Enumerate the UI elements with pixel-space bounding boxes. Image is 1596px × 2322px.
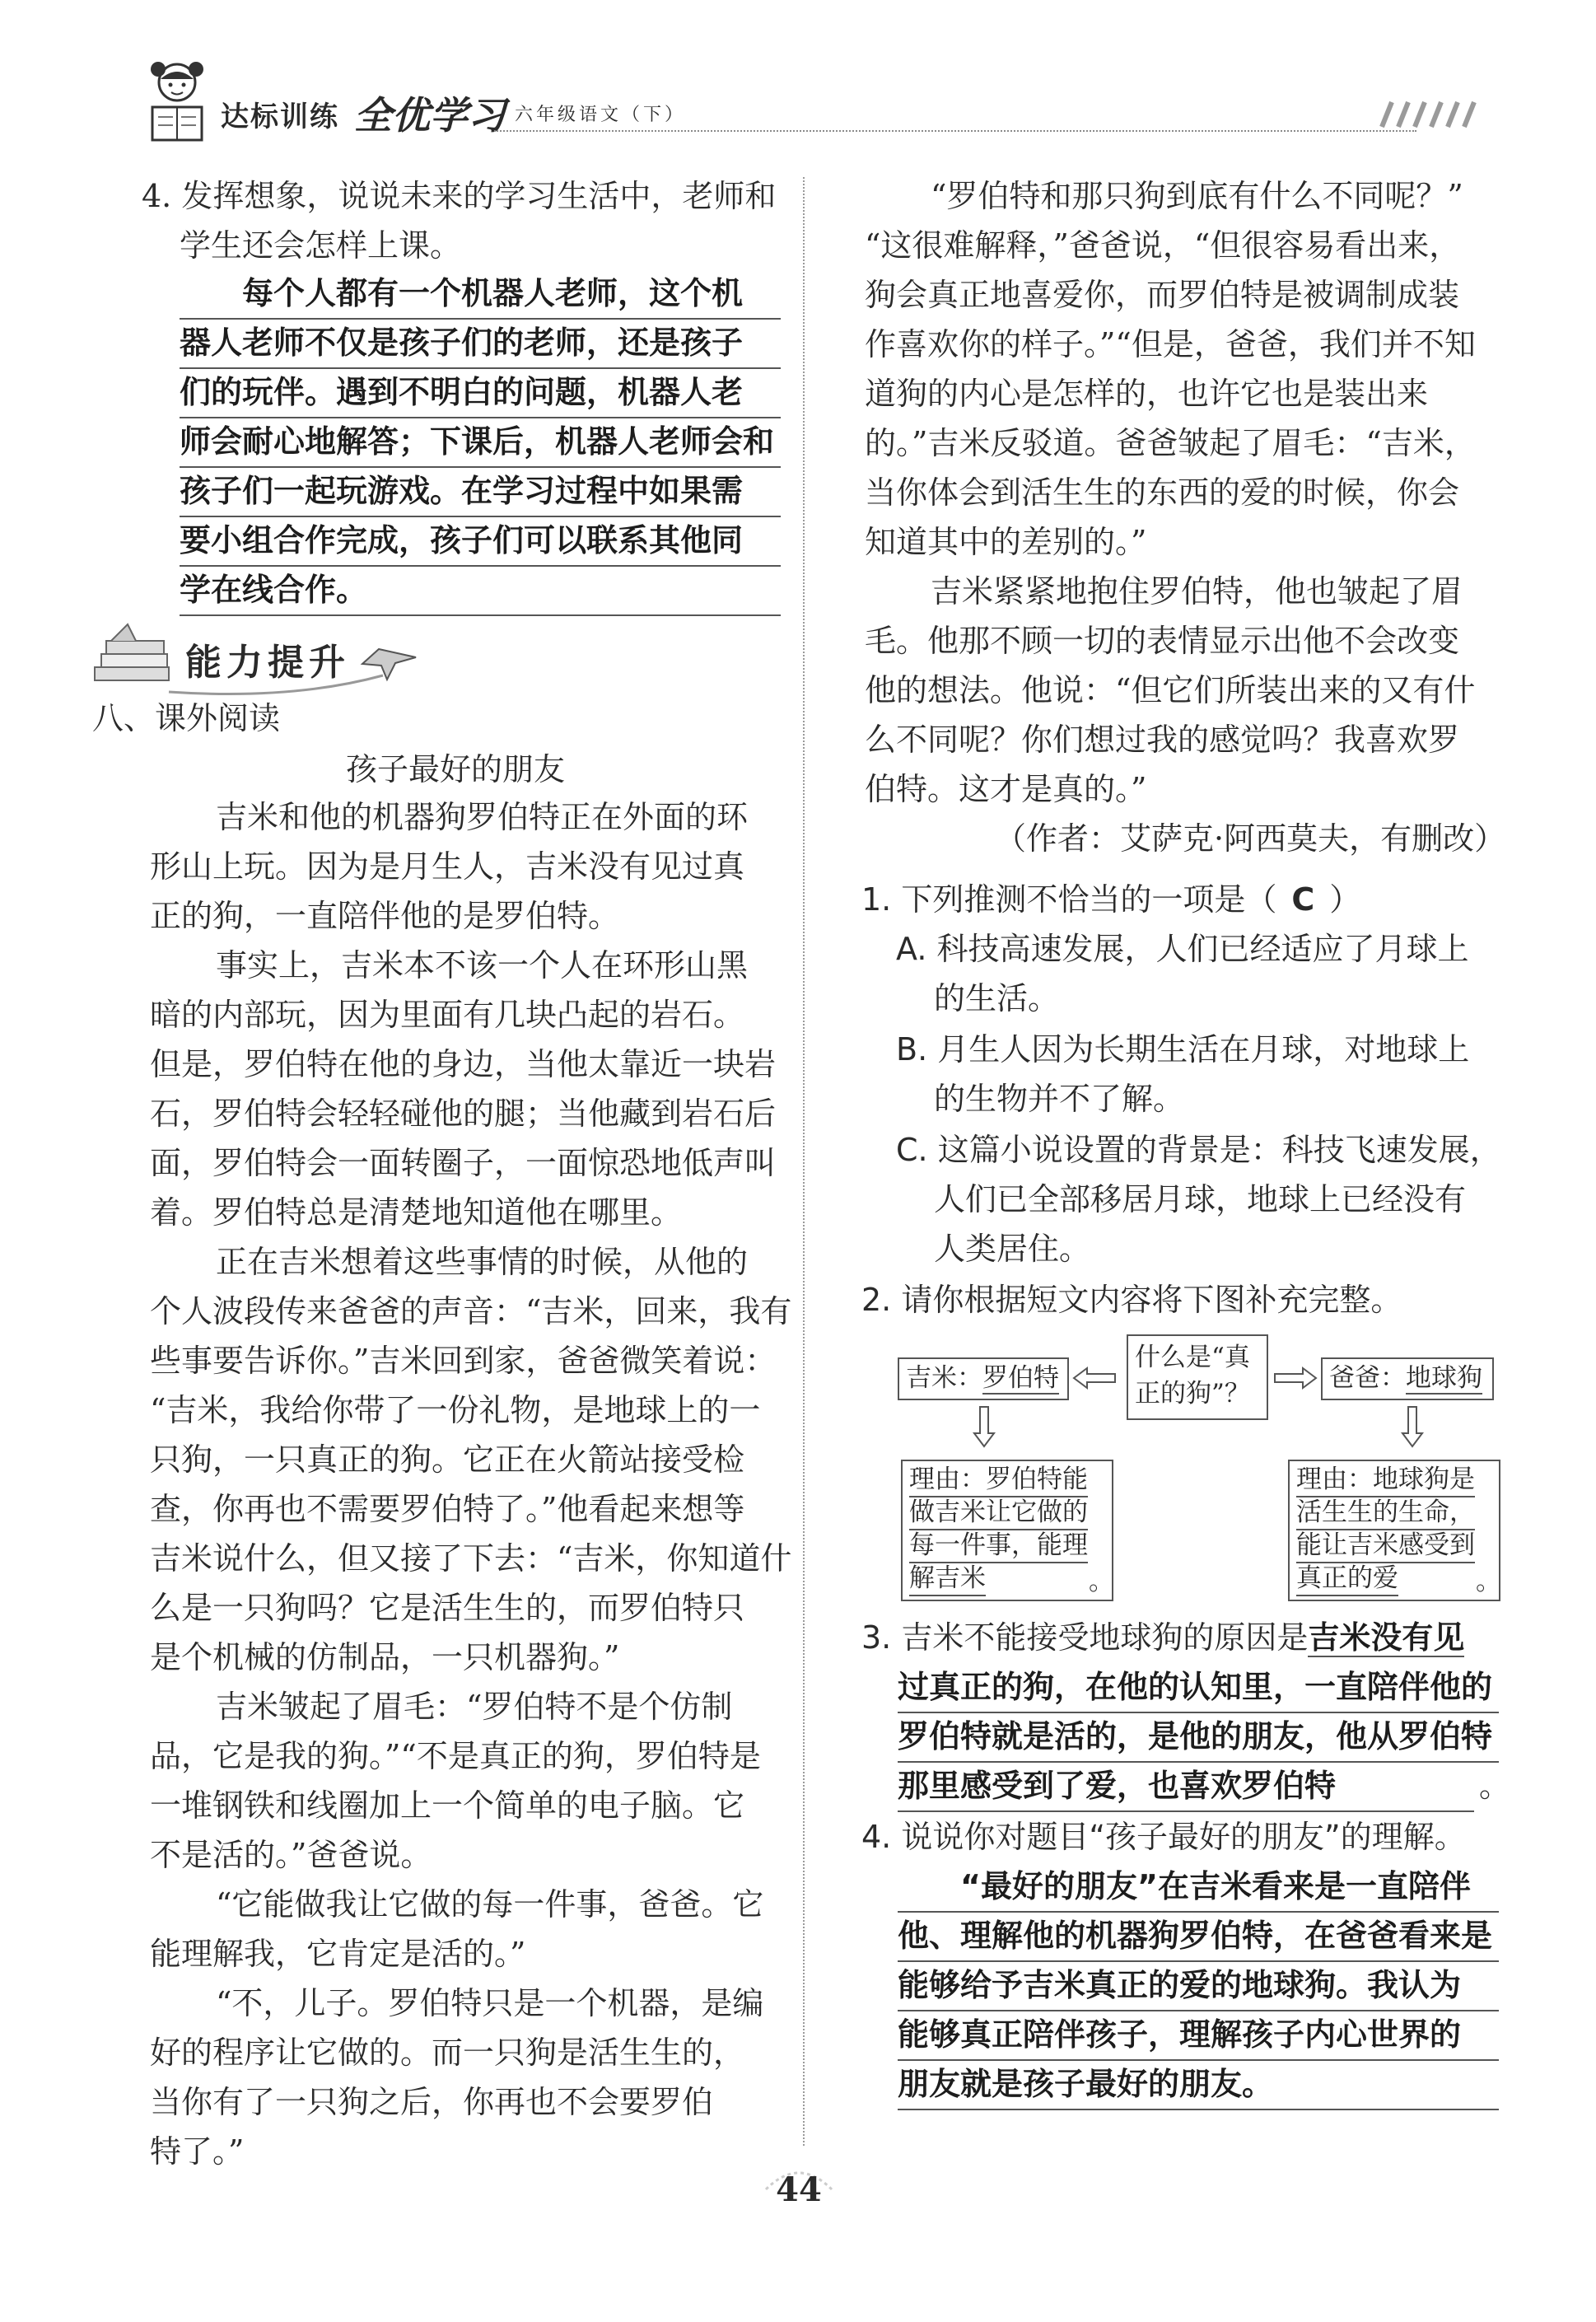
q2-question: 2. 请你根据短文内容将下图补充完整。	[861, 1282, 1402, 1318]
story-line: 么是一只狗吗？它是活生生的，而罗伯特只	[150, 1590, 745, 1626]
story-line: 伯特。这才是真的。”	[865, 771, 1147, 807]
story-line: “罗伯特和那只狗到底有什么不同呢？”	[931, 178, 1463, 214]
q1-option-a-cont: 的生活。	[934, 980, 1060, 1016]
story-line: 特了。”	[150, 2133, 245, 2170]
q3-answer-line: 过真正的狗，在他的认知里，一直陪伴他的	[898, 1662, 1499, 1713]
story-line: 当你有了一只狗之后，你再也不会要罗伯	[150, 2084, 714, 2120]
arrow-right-icon	[1273, 1366, 1318, 1390]
reason-end-mark: 。	[1089, 1567, 1114, 1596]
q4-answer-line: 他、理解他的机器狗罗伯特，在爸爸看来是	[898, 1911, 1499, 1962]
reason-line: 理由：地球狗是	[1296, 1463, 1475, 1497]
section-banner-title: 能力提升	[185, 642, 350, 684]
column-divider	[803, 177, 805, 2146]
story-line: 查，你再也不需要罗伯特了。”他看起来想等	[150, 1491, 745, 1527]
header-dotted-line	[494, 130, 1416, 132]
story-line: 吉米和他的机器狗罗伯特正在外面的环	[216, 799, 749, 835]
answer-line: 学在线合作。	[180, 565, 781, 616]
diagram-right-box	[1321, 1357, 1494, 1400]
q4-question-line: 4. 发挥想象，说说未来的学习生活中，老师和	[142, 178, 777, 214]
story-line: “这很难解释，”爸爸说，“但很容易看出来，	[865, 227, 1461, 264]
answer-line: 器人老师不仅是孩子们的老师，还是孩子	[180, 318, 781, 369]
story-title: 孩子最好的朋友	[346, 751, 566, 787]
story-line: “不，儿子。罗伯特只是一个机器，是编	[216, 1985, 764, 2021]
q3-question	[861, 1613, 1464, 1662]
q1-option-b: B. 月生人因为长期生活在月球，对地球上	[896, 1031, 1470, 1068]
story-line: 着。罗伯特总是清楚地知道他在哪里。	[150, 1194, 683, 1231]
story-line: 是个机械的仿制品，一只机器狗。”	[150, 1639, 620, 1675]
story-line: 正在吉米想着这些事情的时候，从他的	[216, 1244, 749, 1280]
q1-option-c-cont: 人类居住。	[934, 1231, 1091, 1267]
answer-line: 每个人都有一个机器人老师，这个机	[180, 269, 781, 320]
answer-line: 孩子们一起玩游戏。在学习过程中如果需	[180, 466, 781, 517]
story-line: 的。”吉米反驳道。爸爸皱起了眉毛：“吉米，	[865, 425, 1476, 461]
arrow-down-icon	[1400, 1405, 1425, 1448]
story-author: （作者：艾萨克·阿西莫夫，有删改）	[995, 820, 1506, 857]
reason-line: 做吉米让它做的	[909, 1496, 1088, 1530]
reason-line: 真正的爱	[1296, 1562, 1398, 1596]
diagram-left-box	[898, 1357, 1069, 1400]
story-line: 一堆钢铁和线圈加上一个简单的电子脑。它	[150, 1787, 745, 1824]
section-title: 八、课外阅读	[92, 700, 281, 736]
diagram-left-answer: 罗伯特	[982, 1363, 1059, 1393]
story-line: 形山上玩。因为是月生人，吉米没有见过真	[150, 848, 745, 885]
story-line: 好的程序让它做的。而一只狗是活生生的，	[150, 2035, 745, 2071]
diagram-center-line: 正的狗”？	[1135, 1379, 1250, 1409]
arrow-down-icon	[972, 1405, 996, 1448]
diagram-left-prefix: 吉米：	[906, 1363, 982, 1393]
decorative-stripes-icon	[1375, 100, 1491, 128]
story-line: 石，罗伯特会轻轻碰他的腿；当他藏到岩石后	[150, 1096, 777, 1132]
answer-line: 要小组合作完成，孩子们可以联系其他同	[180, 516, 781, 567]
q4-answer-line: 朋友就是孩子最好的朋友。	[898, 2059, 1499, 2110]
diagram-center-box	[1127, 1334, 1268, 1420]
story-line: 不是活的。”爸爸说。	[150, 1837, 432, 1873]
q1-option-c: C. 这篇小说设置的背景是：科技飞速发展，	[896, 1132, 1501, 1168]
story-line: 毛。他那不顾一切的表情显示出他不会改变	[865, 623, 1460, 659]
diagram-right-prefix: 爸爸：	[1329, 1363, 1406, 1393]
reason-line: 能让吉米感受到	[1296, 1529, 1475, 1563]
answer-line: 们的玩伴。遇到不明白的问题，机器人老	[180, 367, 781, 418]
q1-option-a: A. 科技高速发展，人们已经适应了月球上	[896, 931, 1469, 967]
story-line: 作喜欢你的样子。”“但是，爸爸，我们并不知	[865, 326, 1476, 362]
q4-answer-line: 能够给予吉米真正的爱的地球狗。我认为	[898, 1960, 1499, 2011]
q4-question: 4. 说说你对题目“孩子最好的朋友”的理解。	[861, 1819, 1466, 1855]
q1-stem: 1. 下列推测不恰当的一项是（	[861, 881, 1277, 918]
q3-end-mark: 。	[1479, 1768, 1511, 1804]
story-line: 么不同呢？你们想过我的感觉吗？我喜欢罗	[865, 722, 1460, 758]
story-line: “它能做我让它做的每一件事，爸爸。它	[216, 1886, 764, 1923]
reason-line: 理由：罗伯特能	[909, 1463, 1088, 1497]
story-line: 吉米皱起了眉毛：“罗伯特不是个仿制	[216, 1689, 733, 1725]
story-line: 他的想法。他说：“但它们所装出来的又有什	[865, 672, 1476, 708]
story-line: “吉米，我给你带了一份礼物，是地球上的一	[150, 1392, 761, 1428]
diagram-left-reason-box	[901, 1460, 1113, 1601]
q1-option-c-cont: 人们已全部移居月球，地球上已经没有	[934, 1181, 1467, 1217]
story-line: 品，它是我的狗。”“不是真正的狗，罗伯特是	[150, 1738, 761, 1774]
reason-line: 解吉米	[909, 1562, 986, 1596]
diagram-right-reason-box	[1288, 1460, 1500, 1601]
brand-name-part1: 达标训练	[221, 100, 339, 133]
answer-line: 师会耐心地解答；下课后，机器人老师会和	[180, 417, 781, 468]
story-line: 吉米说什么，但又接了下去：“吉米，你知道什	[150, 1540, 792, 1577]
reason-line: 每一件事，能理	[909, 1529, 1088, 1563]
page-number: 44	[776, 2170, 822, 2209]
brand-name-part2: 全优学习	[354, 93, 506, 138]
q1-question	[861, 875, 1360, 924]
arrow-left-icon	[1072, 1366, 1117, 1390]
story-line: 狗会真正地喜爱你，而罗伯特是被调制成装	[865, 277, 1460, 313]
q1-answer: C	[1291, 881, 1315, 918]
story-line: 能理解我，它肯定是活的。”	[150, 1936, 526, 1972]
story-line: 只狗，一只真正的狗。它正在火箭站接受检	[150, 1441, 745, 1478]
q3-answer-line: 那里感受到了爱，也喜欢罗伯特	[898, 1761, 1474, 1812]
story-line: 事实上，吉米本不该一个人在环形山黑	[216, 947, 749, 983]
story-line: 知道其中的差别的。”	[865, 524, 1147, 560]
story-line: 正的狗，一直陪伴他的是罗伯特。	[150, 898, 620, 934]
story-line: 道狗的内心是怎样的，也许它也是装出来	[865, 376, 1429, 412]
reason-end-mark: 。	[1476, 1567, 1501, 1596]
page-header	[140, 58, 1507, 157]
girl-reading-mascot-icon	[140, 58, 214, 148]
q4-answer-line: 能够真正陪伴孩子，理解孩子内心世界的	[898, 2010, 1499, 2061]
q3-stem: 3. 吉米不能接受地球狗的原因是	[861, 1619, 1309, 1656]
story-line: 面，罗伯特会一面转圈子，一面惊恐地低声叫	[150, 1145, 777, 1181]
diagram-center-line: 什么是“真	[1135, 1343, 1250, 1372]
q3-answer-line: 罗伯特就是活的，是他的朋友，他从罗伯特	[898, 1712, 1499, 1763]
q1-close: ）	[1329, 881, 1361, 918]
story-line: 个人波段传来爸爸的声音：“吉米，回来，我有	[150, 1293, 792, 1329]
story-line: 但是，罗伯特在他的身边，当他太靠近一块岩	[150, 1046, 777, 1082]
story-line: 吉米紧紧地抱住罗伯特，他也皱起了眉	[931, 573, 1463, 610]
story-line: 些事要告诉你。”吉米回到家，爸爸微笑着说：	[150, 1343, 777, 1379]
q4-question-line: 学生还会怎样上课。	[180, 227, 462, 264]
story-line: 当你体会到活生生的东西的爱的时候，你会	[865, 474, 1460, 511]
q3-answer-line: 吉米没有见	[1308, 1619, 1465, 1656]
grade-subject: 六年级语文（下）	[515, 105, 687, 125]
story-line: 暗的内部玩，因为里面有几块凸起的岩石。	[150, 997, 745, 1033]
q4-answer-line: “最好的朋友”在吉米看来是一直陪伴	[898, 1862, 1499, 1913]
reason-line: 活生生的生命，	[1296, 1496, 1475, 1530]
diagram-right-answer: 地球狗	[1406, 1363, 1482, 1393]
q1-option-b-cont: 的生物并不了解。	[934, 1081, 1185, 1117]
